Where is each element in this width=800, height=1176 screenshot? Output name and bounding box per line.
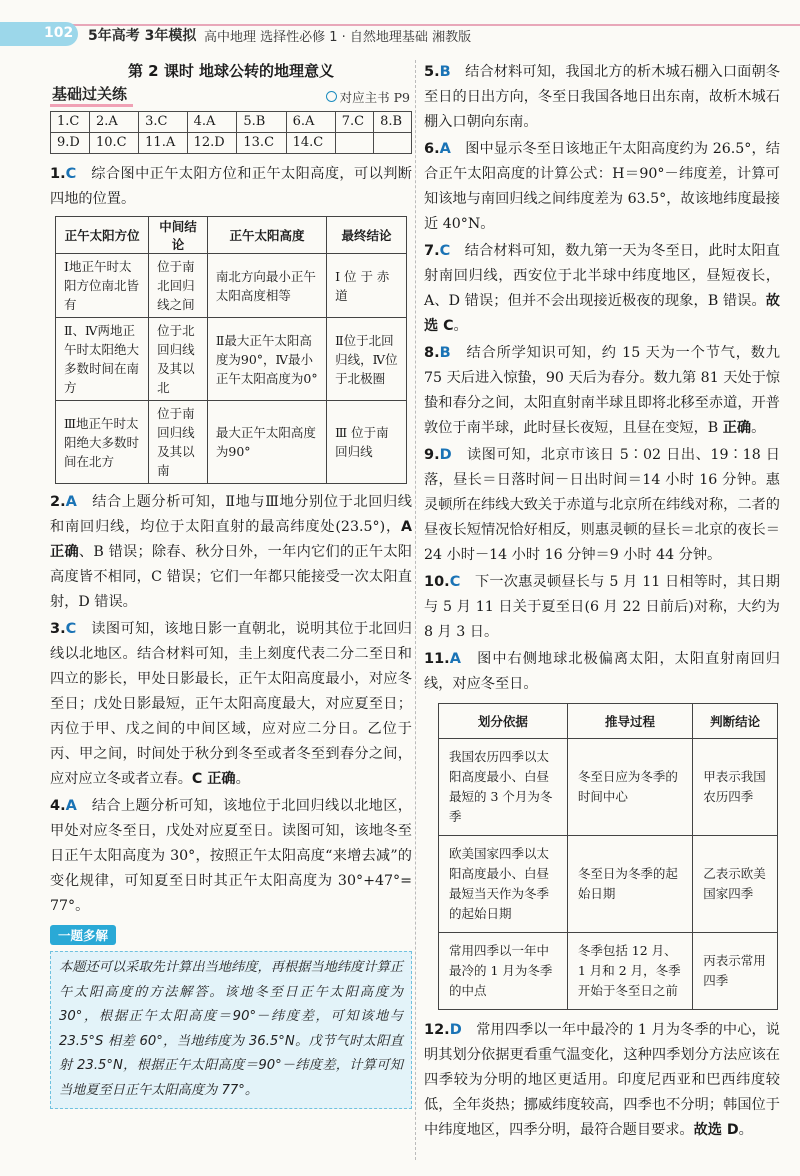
answer-cell: 3.C xyxy=(139,112,187,133)
answer-cell: 7.C xyxy=(335,112,373,133)
table-cell: Ⅰ 位 于 赤道 xyxy=(327,254,407,318)
answer-key-table xyxy=(50,111,412,154)
table-row xyxy=(439,836,778,933)
answer-11: 11.A 图中右侧地球北极偏离太阳，太阳直射南回归线，对应冬至日。 xyxy=(424,651,780,692)
table-cell: Ⅲ地正午时太阳绝大多数时间在北方 xyxy=(56,401,149,484)
answer-2: 2.A 结合上题分析可知，Ⅱ地与Ⅲ地分别位于北回归线和南回归线，均位于太阳直射的最高纬度处(23.5°)，A 正确、B 错误；除春、秋分日外，一年内它们的正午太阳高度皆不相同，C 错误；它们一年都只能接受一次太阳直射，D 错误。 xyxy=(50,494,412,610)
table-cell: 我国农历四季以太阳高度最小、白昼最短的 3 个月为冬季 xyxy=(439,739,568,836)
column-header: 中间结论 xyxy=(149,217,208,254)
answer-6: 6.A 图中显示冬至日该地正午太阳高度约为 26.5°，结合正午太阳高度的计算公式：H＝90°－纬度差，计算可知该地与南回归线之间纬度差为 63.5°，故该地纬度最接近 40°N。 xyxy=(424,141,780,232)
answer-cell: 10.C xyxy=(89,133,138,154)
subject-line: 高中地理 选择性必修 1 · 自然地理基础 湘教版 xyxy=(204,30,472,45)
answer-cell: 5.B xyxy=(237,112,286,133)
answer-9: 9.D 读图可知，北京市该日 5∶02 日出、19∶18 日落，昼长＝日落时间－日出时间＝14 小时 16 分钟。惠灵顿所在纬线大致关于赤道与北京所在纬线对称，二者的昼夜长短情况恰好相反，则惠灵顿的昼长＝北京的夜长＝24 小时－14 小时 16 分钟＝9 小时 44 分钟。 xyxy=(424,447,780,563)
table-cell: 最大正午太阳高度为90° xyxy=(207,401,326,484)
column-header: 最终结论 xyxy=(327,217,407,254)
analysis-table-2 xyxy=(438,703,778,1010)
answer-cell: 8.B xyxy=(374,112,412,133)
answer-cell: 12.D xyxy=(187,133,237,154)
table-cell: 冬至日应为冬季的时间中心 xyxy=(567,739,692,836)
table-header-row xyxy=(56,217,407,254)
column-header: 正午太阳方位 xyxy=(56,217,149,254)
table-cell: 冬季包括 12 月、1 月和 2 月，冬季开始于冬至日之前 xyxy=(567,933,692,1010)
book-title: 5年高考 3年模拟 xyxy=(88,28,197,44)
answer-4: 4.A 结合上题分析可知，该地位于北回归线以北地区，甲处对应冬至日，戊处对应夏至日。读图可知，该地冬至日正午太阳高度为 30°，按照正午太阳高度“来增去减”的变化规律，可知夏至日时其正午太阳高度为 30°+47°= 77°。 xyxy=(50,798,412,914)
answer-3: 3.C 读图可知，该地日影一直朝北，说明其位于北回归线以北地区。结合材料可知，圭上刻度代表二分二至日和四立的影长，甲处日影最长，正午太阳高度最小，对应冬至日；戊处日影最短，正午太阳高度最大，对应夏至日；丙位于甲、戊之间的中间区域，应对应二分日。乙位于丙、甲之间，时间处于秋分到冬至或者冬至到春分之间，应对应立冬或者立春。C 正确。 xyxy=(50,621,412,787)
table-row xyxy=(439,739,778,836)
table-cell: 甲表示我国农历四季 xyxy=(693,739,778,836)
table-row xyxy=(56,254,407,318)
empty-cell xyxy=(335,133,373,154)
section-header xyxy=(50,83,412,107)
answer-cell: 13.C xyxy=(237,133,286,154)
table-cell: Ⅱ、Ⅳ两地正午时太阳绝大多数时间在南方 xyxy=(56,318,149,401)
table-cell: Ⅰ地正午时太阳方位南北皆有 xyxy=(56,254,149,318)
table-row xyxy=(56,318,407,401)
lesson-title: 第 2 课时 地球公转的地理意义 xyxy=(127,62,335,80)
table-row xyxy=(439,933,778,1010)
table-cell: 乙表示欧美国家四季 xyxy=(693,836,778,933)
reference-note: 对应主书 P9 xyxy=(326,85,410,110)
answer-5: 5.B 结合材料可知，我国北方的析木城石棚入口面朝冬至日的日出方向，冬至日我国各地日出东南，故析木城石棚入口朝向东南。 xyxy=(424,64,780,130)
tip-box xyxy=(50,951,412,1109)
column-header: 判断结论 xyxy=(693,704,778,739)
table-header-row xyxy=(439,704,778,739)
analysis-table-1 xyxy=(55,216,407,484)
answer-cell: 11.A xyxy=(139,133,187,154)
answer-1: 1.C 综合图中正午太阳方位和正午太阳高度，可以判断四地的位置。 xyxy=(50,166,412,207)
answer-cell: 1.C xyxy=(51,112,90,133)
answer-12: 12.D 常用四季以一年中最冷的 1 月为冬季的中心，说明其划分依据更看重气温变化，这种四季划分方法应该在四季较为分明的地区更适用。印度尼西亚和巴西纬度较低，全年炎热；挪威纬度较高，四季也不分明；韩国位于中纬度地区，四季分明，最符合题目要求。故选 D。 xyxy=(424,1022,780,1138)
table-cell: Ⅱ最大正午太阳高度为90°，Ⅳ最小正午太阳高度为0° xyxy=(207,318,326,401)
table-cell: 常用四季以一年中最冷的 1 月为冬季的中点 xyxy=(439,933,568,1010)
page-number: 102 xyxy=(44,25,74,41)
table-cell: 欧美国家四季以太阳高度最小、白昼最短当天作为冬季的起始日期 xyxy=(439,836,568,933)
table-cell: Ⅱ位于北回归线，Ⅳ位于北极圈 xyxy=(327,318,407,401)
table-cell: 冬至日为冬季的起始日期 xyxy=(567,836,692,933)
empty-cell xyxy=(374,133,412,154)
table-row xyxy=(51,112,412,133)
table-cell: 南北方向最小正午太阳高度相等 xyxy=(207,254,326,318)
section-label: 基础过关练 xyxy=(50,83,133,107)
tip-label: 一题多解 xyxy=(50,925,116,945)
answer-cell: 14.C xyxy=(286,133,335,154)
table-cell: 位于南回归线及其以南 xyxy=(149,401,208,484)
tip-text: 本题还可以采取先计算出当地纬度，再根据当地纬度计算正午太阳高度的方法解答。该地冬至日正午太阳高度为 30°，根据正午太阳高度＝90°－纬度差，可知该地与 23.5°S 相差 60°，当地纬度为 36.5°N。戊节气时太阳直射 23.5°N，根据正午太阳高度＝90°－纬度差，计算可知当地夏至日正午太阳高度为 77°。 xyxy=(59,960,403,1098)
search-icon xyxy=(326,91,337,102)
left-column xyxy=(50,60,412,1109)
answer-cell: 2.A xyxy=(89,112,138,133)
table-row xyxy=(56,401,407,484)
column-header: 推导过程 xyxy=(567,704,692,739)
answer-cell: 6.A xyxy=(286,112,335,133)
answer-cell: 4.A xyxy=(187,112,237,133)
table-row xyxy=(51,133,412,154)
column-header: 正午太阳高度 xyxy=(207,217,326,254)
answer-7: 7.C 结合材料可知，数九第一天为冬至日，此时太阳直射南回归线，西安位于北半球中纬度地区，昼短夜长，A、D 错误；但并不会出现接近极夜的现象，B 错误。故选 C。 xyxy=(424,243,780,334)
answer-10: 10.C 下一次惠灵顿昼长与 5 月 11 日相等时，其日期与 5 月 11 日关于夏至日(6 月 22 日前后)对称，大约为 8 月 3 日。 xyxy=(424,574,780,640)
table-cell: 位于南北回归线之间 xyxy=(149,254,208,318)
answer-8: 8.B 结合所学知识可知，约 15 天为一个节气，数九 75 天后进入惊蛰，90 天后为春分。数九第 81 天处于惊蛰和春分之间，太阳直射南半球且即将北移至赤道，开普敦位于南半球，此时昼长夜短，且昼在变短，B 正确。 xyxy=(424,345,780,436)
right-column xyxy=(424,60,780,1145)
page-header xyxy=(0,0,800,52)
column-divider xyxy=(415,60,416,1160)
column-header: 划分依据 xyxy=(439,704,568,739)
table-cell: Ⅲ 位于南回归线 xyxy=(327,401,407,484)
table-cell: 丙表示常用四季 xyxy=(693,933,778,1010)
answer-cell: 9.D xyxy=(51,133,90,154)
table-cell: 位于北回归线及其以北 xyxy=(149,318,208,401)
